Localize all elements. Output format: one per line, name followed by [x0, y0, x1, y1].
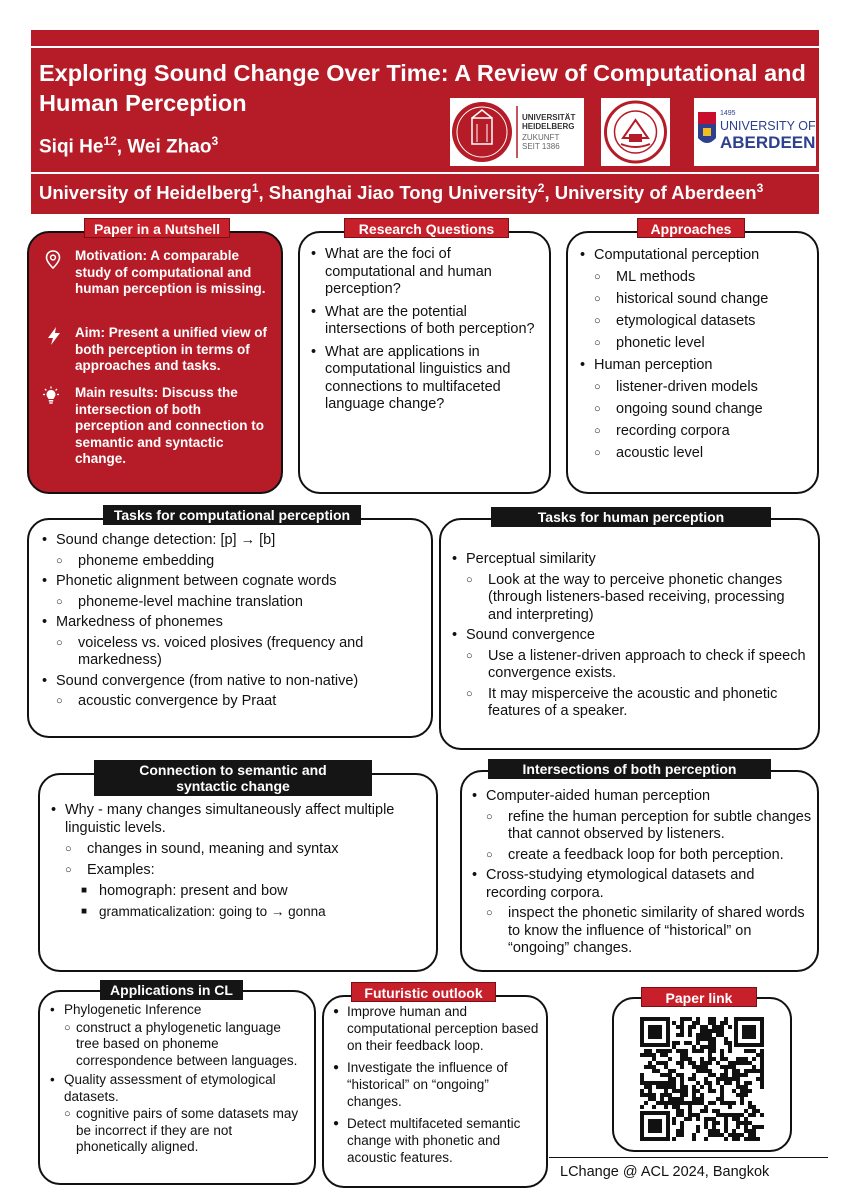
list-item: • What are the potential intersections of both perception? — [309, 304, 539, 339]
list-item: • Quality assessment of etymological datasets. — [48, 1072, 303, 1105]
list-item: • Perceptual similarity — [450, 551, 810, 569]
nutshell-aim: Aim: Present a unified view of both perception in terms of approaches and tasks. — [75, 325, 268, 373]
tasks-computational-list — [40, 532, 425, 714]
list-item: ○ construct a phylogenetic language tree based on phoneme correspondence between languages. — [48, 1020, 303, 1070]
svg-text:1495: 1495 — [720, 110, 736, 117]
list-item: • What are the foci of computational and human perception? — [309, 246, 539, 299]
tasks-human-tag: Tasks for human perception — [491, 507, 771, 527]
list-item: • Computer-aided human perception — [470, 788, 815, 806]
list-item: • Phylogenetic Inference — [48, 1002, 303, 1019]
svg-text:ZUKUNFT: ZUKUNFT — [522, 133, 560, 142]
list-item: ○ refine the human perception for subtle changes that cannot observed by listeners. — [470, 809, 815, 844]
list-item: ○ Examples: — [49, 861, 434, 879]
list-item: • Sound convergence — [450, 627, 810, 645]
list-item: ● Detect multifaceted semantic change with phonetic and acoustic features. — [331, 1115, 543, 1166]
footer-venue: LChange @ ACL 2024, Bangkok — [560, 1164, 770, 1180]
list-item: ○ voiceless vs. voiced plosives (frequency and markedness) — [40, 635, 425, 670]
list-item: • Computational perception — [578, 246, 813, 265]
list-item: ○ phoneme-level machine translation — [40, 594, 425, 612]
header-top-bar — [31, 30, 819, 46]
research-questions-list — [309, 246, 539, 417]
list-item: ○ acoustic convergence by Praat — [40, 693, 425, 711]
tasks-computational-tag: Tasks for computational perception — [103, 505, 361, 525]
lightbulb-icon — [41, 386, 61, 406]
nutshell-results: Main results: Discuss the intersection of both perception and connection to semantic and syntactic change. — [75, 385, 265, 466]
qr-code[interactable] — [640, 1017, 764, 1141]
affiliations: University of Heidelberg$^1$, Shanghai Jiao Tong University$^2$, University of Aberdeen$^3$ — [39, 181, 764, 204]
sjtu-logo — [601, 98, 670, 166]
footer-rule — [549, 1157, 828, 1158]
heidelberg-logo — [450, 98, 584, 166]
list-item: ○ create a feedback loop for both perception. — [470, 847, 815, 865]
applications-list — [48, 1002, 303, 1159]
poster-title: Exploring Sound Change Over Time: A Review of Computational and Human Perception — [39, 60, 806, 116]
authors: Siqi He$^{12}$, Wei Zhao$^3$ — [39, 134, 219, 158]
list-item: • Markedness of phonemes — [40, 614, 425, 632]
list-item: ○ Use a listener-driven approach to check if speech convergence exists. — [450, 648, 810, 683]
approaches-list — [578, 246, 813, 466]
svg-text:UNIVERSITÄT: UNIVERSITÄT — [522, 113, 576, 122]
tasks-human-list — [450, 551, 810, 724]
list-item: ○ Look at the way to perceive phonetic changes (through listeners-based receiving, processing and interpreting) — [450, 572, 810, 625]
list-item: ○ etymological datasets — [578, 312, 813, 331]
connection-tag: Connection to semantic and syntactic change — [94, 760, 372, 796]
list-item: ○ listener-driven models — [578, 378, 813, 397]
list-item: ○ acoustic level — [578, 444, 813, 463]
list-item: • Sound change detection: [p] → [b] — [40, 532, 425, 550]
list-item: ■ grammaticalization: going to → gonna — [49, 903, 434, 921]
list-item: ○ ML methods — [578, 268, 813, 287]
qr-finder-top-left — [640, 1017, 670, 1047]
list-item: • Human perception — [578, 356, 813, 375]
applications-tag: Applications in CL — [100, 980, 243, 1000]
intersections-tag: Intersections of both perception — [488, 759, 771, 779]
qr-finder-bottom-left — [640, 1111, 670, 1141]
list-item: ■ homograph: present and bow — [49, 882, 434, 900]
svg-text:ABERDEEN: ABERDEEN — [720, 133, 816, 152]
intersections-list — [470, 788, 815, 961]
list-item: ● Improve human and computational perception based on their feedback loop. — [331, 1003, 543, 1054]
aberdeen-logo — [694, 98, 816, 166]
list-item: ○ recording corpora — [578, 422, 813, 441]
research-questions-tag: Research Questions — [344, 218, 509, 238]
svg-text:HEIDELBERG: HEIDELBERG — [522, 122, 575, 131]
nutshell-tag: Paper in a Nutshell — [84, 218, 230, 238]
list-item: • Phonetic alignment between cognate words — [40, 573, 425, 591]
list-item: ● Investigate the influence of “historical” on “ongoing” changes. — [331, 1059, 543, 1110]
list-item: ○ It may misperceive the acoustic and phonetic features of a speaker. — [450, 686, 810, 721]
location-pin-icon — [43, 249, 63, 269]
list-item: ○ changes in sound, meaning and syntax — [49, 840, 434, 858]
nutshell-motivation: Motivation: A comparable study of computational and human perception is missing. — [75, 248, 266, 296]
outlook-tag: Futuristic outlook — [351, 982, 496, 1002]
list-item: • Why - many changes simultaneously affect multiple linguistic levels. — [49, 801, 434, 837]
lightning-icon — [44, 326, 64, 346]
svg-text:UNIVERSITY OF: UNIVERSITY OF — [720, 119, 816, 133]
list-item: ○ cognitive pairs of some datasets may be incorrect if they are not phonetically aligned. — [48, 1106, 303, 1156]
list-item: ○ phonetic level — [578, 334, 813, 353]
outlook-list — [331, 1003, 543, 1169]
list-item: ○ inspect the phonetic similarity of shared words to know the influence of “historical” on “ongoing” changes. — [470, 905, 815, 958]
list-item: • Cross-studying etymological datasets and recording corpora. — [470, 867, 815, 902]
paper-link-tag: Paper link — [641, 987, 757, 1007]
list-item: ○ phoneme embedding — [40, 553, 425, 571]
list-item: • Sound convergence (from native to non-native) — [40, 673, 425, 691]
list-item: ○ ongoing sound change — [578, 400, 813, 419]
approaches-tag: Approaches — [637, 218, 745, 238]
connection-list — [49, 801, 434, 924]
list-item: ○ historical sound change — [578, 290, 813, 309]
svg-text:SEIT 1386: SEIT 1386 — [522, 142, 560, 151]
list-item: • What are applications in computational linguistics and connections to multifaceted language change? — [309, 344, 539, 414]
qr-finder-top-right — [734, 1017, 764, 1047]
